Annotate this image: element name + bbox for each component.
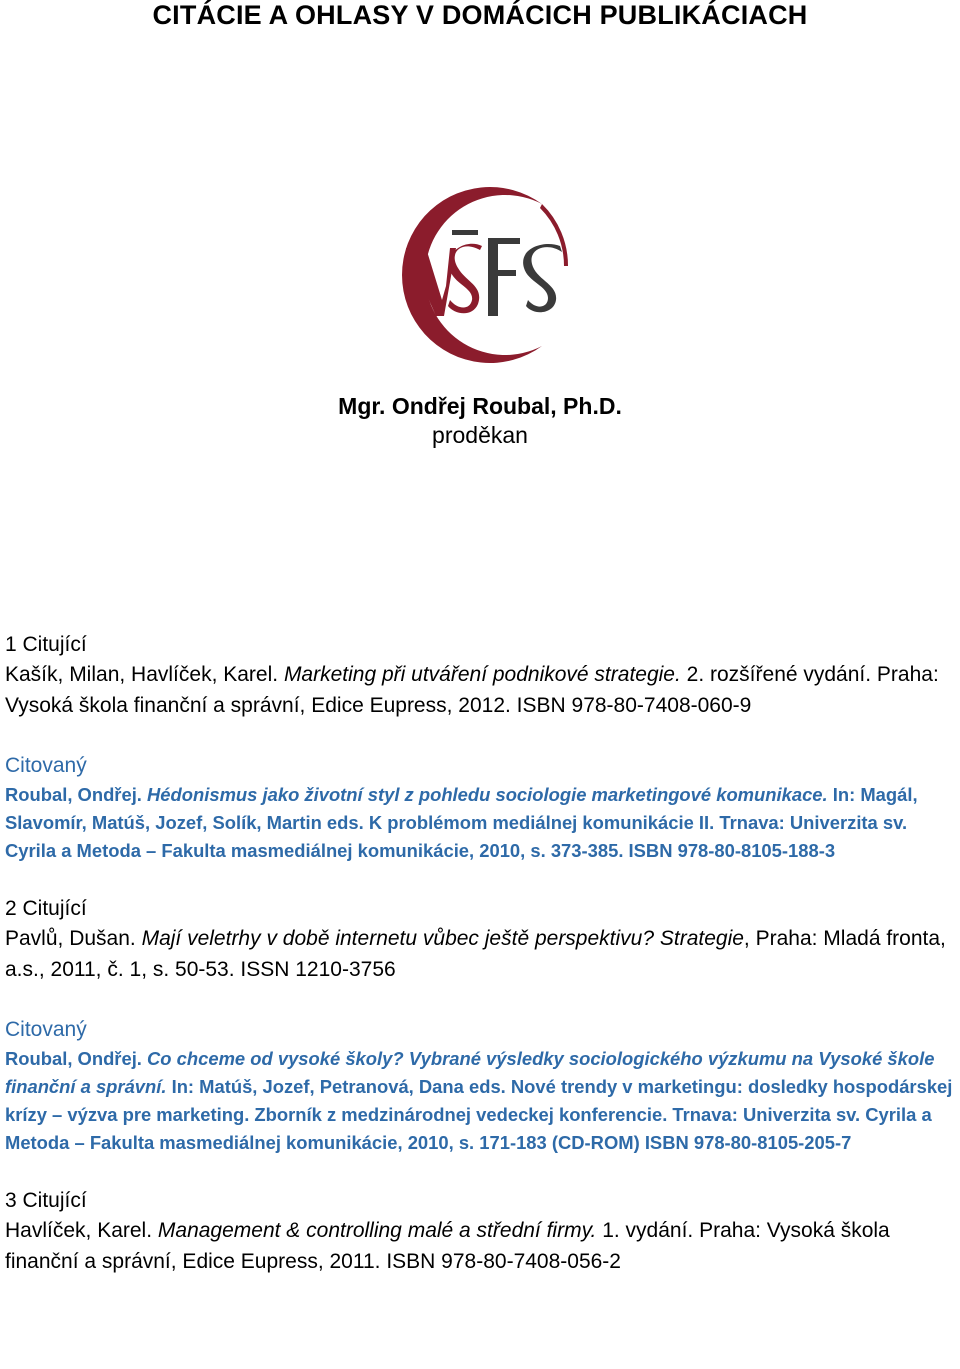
citing-reference [5, 924, 955, 985]
author-role: proděkan [432, 422, 528, 448]
citing-title: Management & controlling malé a střední firmy. [157, 1219, 597, 1242]
citation-entry-2 [5, 894, 955, 1186]
cited-reference [5, 1045, 955, 1157]
cited-label: Citovaný [5, 1018, 87, 1041]
citing-details: , Praha: Mladá fronta, a.s., 2011, č. 1, s. 50-53. ISSN 1210-3756 [5, 927, 946, 981]
cited-title: Hédonismus jako životní styl z pohledu sociologie marketingové komunikace. [147, 784, 828, 805]
cited-authors: Roubal, Ondřej. [5, 784, 148, 805]
cited-reference [5, 781, 955, 865]
citing-label: 1 Citující [5, 633, 87, 656]
cited-details: In: Matúš, Jozef, Petranová, Dana eds. Nové trendy v marketingu: dosledky hospodárskej krízy – výzva pre marketing. Zborník z medzinárodnej vedeckej konferencie. Trnava: Univerzita sv. Cyrila a Metoda – Fakulta masmediálnej komunikácie, 2010, s. 171-183 (CD-ROM) ISBN 978-80-8105-205-7 [5, 1076, 953, 1153]
citing-details: 2. rozšířené vydání. Praha: Vysoká škola finanční a správní, Edice Eupress, 2012. ISBN 978-80-7408-060-9 [5, 663, 939, 717]
citation-entry-1 [5, 630, 955, 894]
citing-reference [5, 1216, 955, 1277]
cited-authors: Roubal, Ondřej. [5, 1048, 148, 1069]
citing-label: 3 Citující [5, 1189, 87, 1212]
cited-details: In: Magál, Slavomír, Matúš, Jozef, Solík, Martin eds. K problémom mediálnej komunikácie II. Trnava: Univerzita sv. Cyrila a Metoda – Fakulta masmediálnej komunikácie, 2010, s. 373-385. ISBN 978-80-8105-188-3 [5, 784, 918, 861]
citing-authors: Kašík, Milan, Havlíček, Karel. [5, 663, 284, 686]
author-name: Mgr. Ondřej Roubal, Ph.D. [338, 393, 622, 419]
citations-list [5, 630, 955, 1277]
citation-entry-3 [5, 1186, 955, 1277]
citing-title: Mají veletrhy v době internetu vůbec ještě perspektivu? Strategie [141, 927, 744, 950]
page-title: CITÁCIE A OHLASY V DOMÁCICH PUBLIKÁCIACH [152, 0, 808, 30]
cited-label: Citovaný [5, 754, 87, 777]
citing-details: 1. vydání. Praha: Vysoká škola finanční a správní, Edice Eupress, 2011. ISBN 978-80-7408-056-2 [5, 1219, 890, 1273]
vsfs-logo [392, 182, 576, 368]
vsfs-logo-graphic [392, 182, 576, 368]
cited-title: Co chceme od vysoké školy? Vybrané výsledky sociologického výzkumu na Vysoké škole finanční a správní. [5, 1048, 935, 1097]
citing-label: 2 Citující [5, 897, 87, 920]
citing-title: Marketing při utváření podnikové strategie. [283, 663, 681, 686]
citing-authors: Pavlů, Dušan. [5, 927, 142, 950]
citing-authors: Havlíček, Karel. [5, 1219, 158, 1242]
citing-reference [5, 660, 955, 721]
